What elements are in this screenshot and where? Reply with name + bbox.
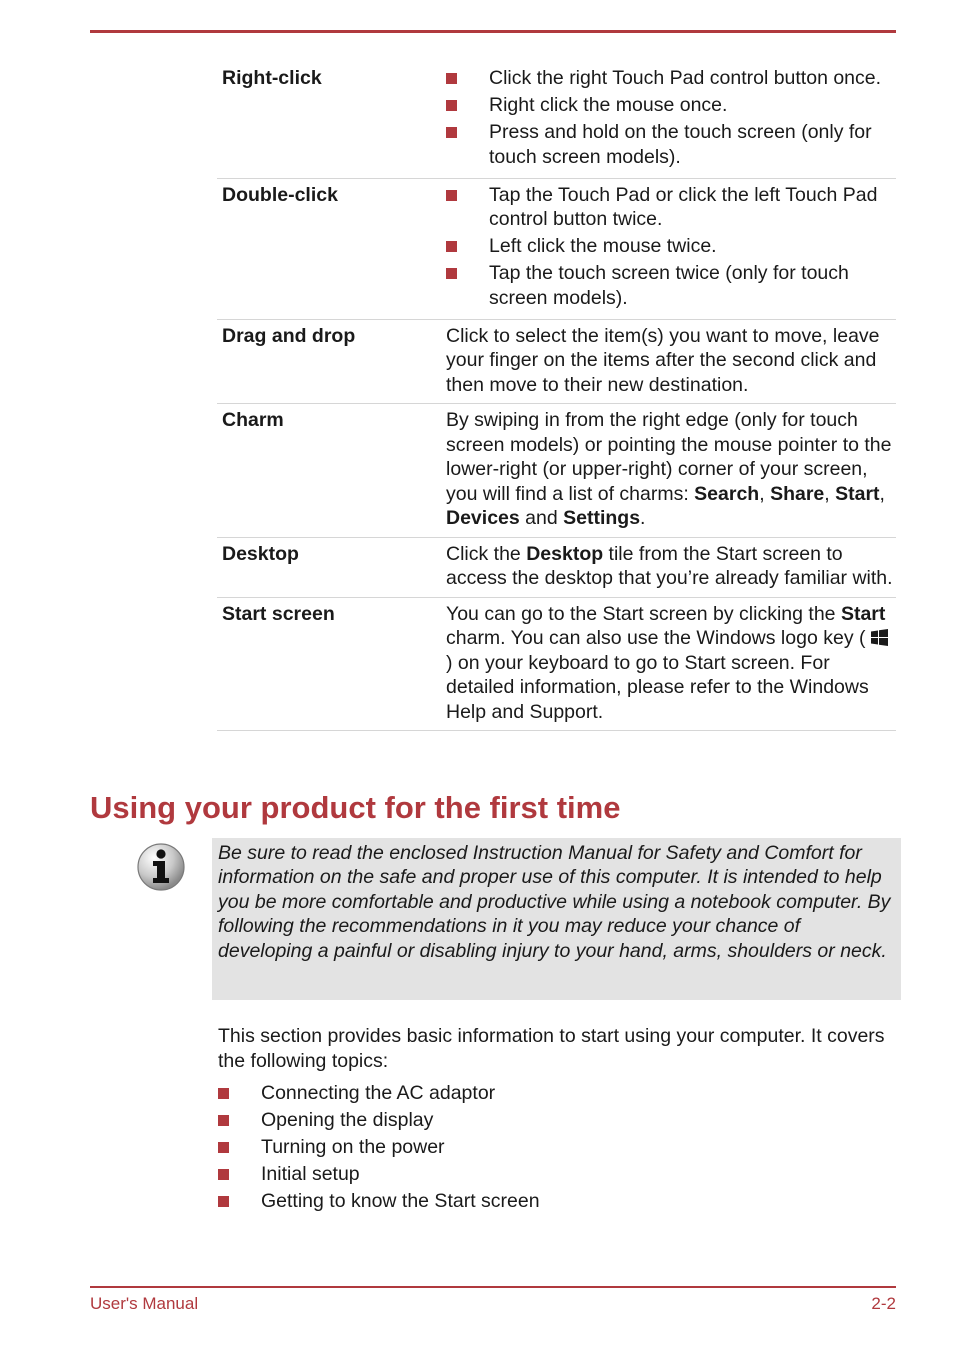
table-row-desktop bbox=[217, 538, 896, 598]
bullet-list bbox=[446, 183, 896, 311]
term-start-screen: Start screen bbox=[222, 602, 335, 625]
header-rule bbox=[90, 30, 896, 33]
footer-manual-title: User's Manual bbox=[90, 1294, 199, 1313]
list-item: Tap the Touch Pad or click the left Touch Pad control button twice. bbox=[446, 183, 896, 232]
bullet-square-icon bbox=[218, 1169, 229, 1180]
desc-right-click bbox=[446, 66, 896, 172]
bullet-square-icon bbox=[218, 1142, 229, 1153]
desc-drag-drop: Click to select the item(s) you want to move, leave your finger on the items after the second click and then move to their new destination. bbox=[446, 324, 880, 396]
list-item: Right click the mouse once. bbox=[446, 93, 896, 118]
term-right-click: Right-click bbox=[222, 67, 322, 89]
list-item: Getting to know the Start screen bbox=[218, 1189, 540, 1214]
desc-charm: By swiping in from the right edge (only for touch screen models) or pointing the mouse pointer to the lower-right (or upper-right) corner of your screen, you will find a list of charms: Search, Share, Start, Devices and Settings. bbox=[446, 409, 892, 529]
table-row-start-screen bbox=[217, 598, 896, 732]
term-charm: Charm bbox=[222, 409, 284, 431]
table-row-right-click bbox=[217, 62, 896, 179]
bullet-square-icon bbox=[218, 1088, 229, 1099]
bullet-square-icon bbox=[446, 73, 457, 84]
desc-start-screen: You can go to the Start screen by clicking the Start charm. You can also use the Windows logo key () on your keyboard to go to Start screen. For detailed information, please refer to the Windows Help and Support. bbox=[446, 602, 896, 725]
list-item: Click the right Touch Pad control button once. bbox=[446, 66, 896, 91]
list-item: Left click the mouse twice. bbox=[446, 234, 896, 259]
bullet-square-icon bbox=[446, 268, 457, 279]
list-item: Press and hold on the touch screen (only for touch screen models). bbox=[446, 120, 896, 169]
table-row-drag-drop bbox=[217, 320, 896, 405]
list-item: Opening the display bbox=[218, 1108, 540, 1133]
bullet-square-icon bbox=[446, 241, 457, 252]
topics-list bbox=[218, 1081, 540, 1216]
note-box bbox=[212, 838, 901, 1000]
desc-double-click bbox=[446, 183, 896, 313]
section-title: Using your product for the first time bbox=[90, 790, 621, 825]
term-desktop: Desktop bbox=[222, 542, 299, 565]
gesture-table bbox=[217, 62, 896, 731]
list-item: Initial setup bbox=[218, 1162, 540, 1187]
term-double-click: Double-click bbox=[222, 183, 338, 206]
bullet-square-icon bbox=[446, 100, 457, 111]
list-item: Turning on the power bbox=[218, 1135, 540, 1160]
list-item: Tap the touch screen twice (only for touch screen models). bbox=[446, 261, 896, 310]
table-row-charm bbox=[217, 404, 896, 538]
term-drag-drop: Drag and drop bbox=[222, 324, 356, 347]
bullet-square-icon bbox=[218, 1115, 229, 1126]
bullet-square-icon bbox=[218, 1196, 229, 1207]
intro-paragraph: This section provides basic information to start using your computer. It covers the following topics: bbox=[218, 1025, 885, 1072]
windows-logo-icon bbox=[871, 629, 888, 646]
footer-rule bbox=[90, 1286, 896, 1288]
note-text: Be sure to read the enclosed Instruction Manual for Safety and Comfort for information on the safe and proper use of this computer. It is intended to help you be more comfortable and productive while using a notebook computer. By following the recommendations in it you may reduce your chance of developing a painful or disabling injury to your hand, arms, shoulders or neck. bbox=[218, 842, 891, 962]
bullet-list bbox=[446, 66, 896, 169]
list-item: Connecting the AC adaptor bbox=[218, 1081, 540, 1106]
bullet-square-icon bbox=[446, 190, 457, 201]
table-row-double-click bbox=[217, 179, 896, 320]
page-number: 2-2 bbox=[871, 1294, 896, 1313]
desc-desktop: Click the Desktop tile from the Start screen to access the desktop that you’re already familiar with. bbox=[446, 542, 893, 589]
info-icon bbox=[136, 842, 186, 892]
bullet-square-icon bbox=[446, 127, 457, 138]
